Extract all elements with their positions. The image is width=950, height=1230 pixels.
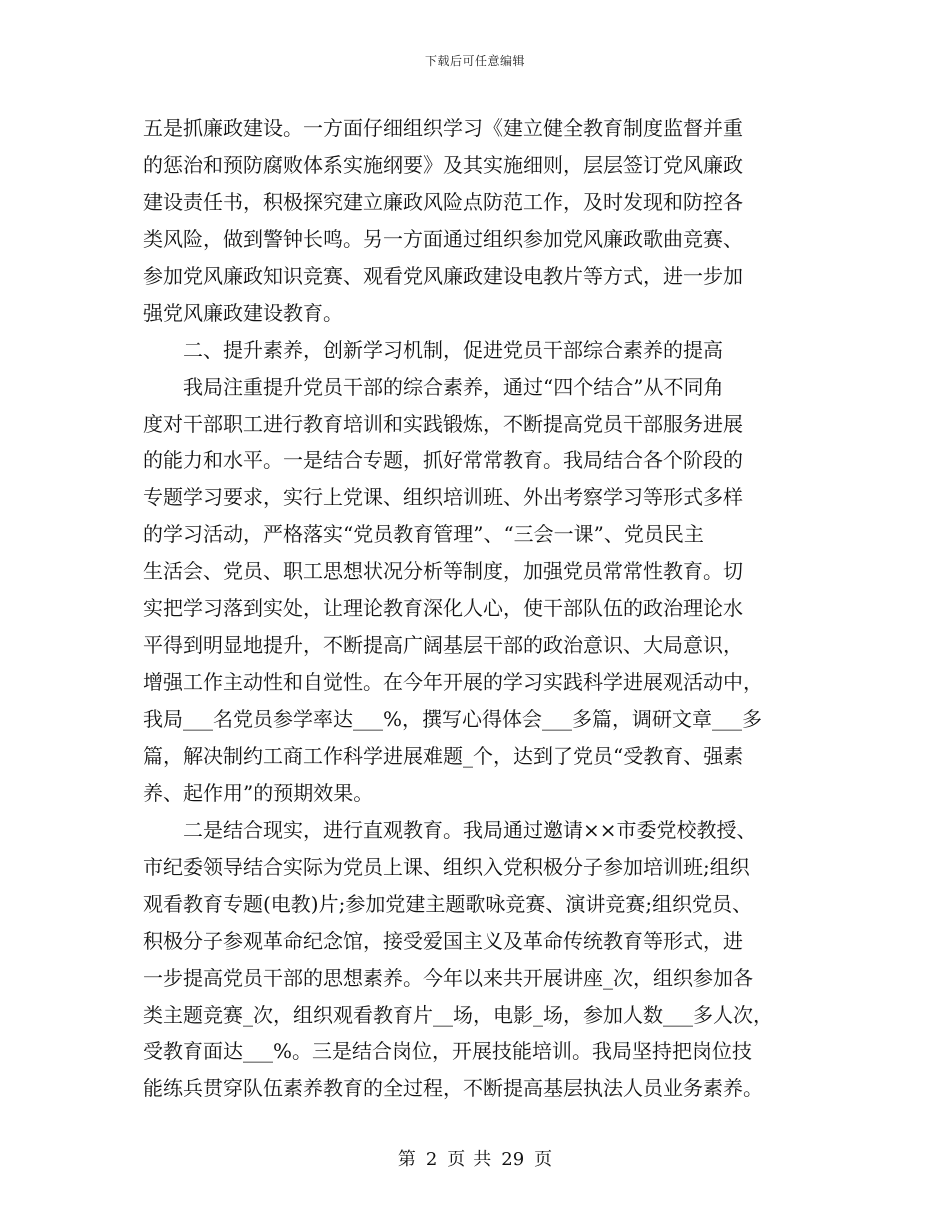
text-line: 度对干部职工进行教育培训和实践锻炼，不断提高党员干部服务进展: [143, 411, 743, 436]
text-line: 强党风廉政建设教育。: [143, 300, 343, 325]
text-line: 二是结合现实，进行直观教育。我局通过邀请××市委党校教授、: [143, 817, 757, 842]
footer-page-word: 页: [447, 1149, 466, 1170]
text-line: 的惩治和预防腐败体系实施纲要》及其实施细则，层层签订党风廉政: [143, 152, 743, 177]
text-line: 观看教育专题(电教)片;参加党建主题歌咏竞赛、演讲竞赛;组织党员、: [143, 891, 753, 916]
text-line: 实把学习落到实处，让理论教育深化人心，使干部队伍的政治理论水: [143, 596, 743, 621]
text-line: 一步提高党员干部的思想素养。今年以来共开展讲座_次，组织参加各: [143, 965, 753, 990]
footer-suffix: 页: [534, 1149, 553, 1170]
text-line: 五是抓廉政建设。一方面仔细组织学习《建立健全教育制度监督并重: [143, 116, 743, 140]
text-line: 篇，解决制约工商工作科学进展难题_个，达到了党员“受教育、强素: [143, 743, 744, 768]
text-line: 参加党风廉政知识竞赛、观看党风廉政建设电教片等方式，进一步加: [143, 263, 743, 288]
text-line: 专题学习要求，实行上党课、组织培训班、外出考察学习等形式多样: [143, 485, 743, 510]
text-line: 我局注重提升党员干部的综合素养，通过“四个结合”从不同角: [143, 374, 724, 399]
document-body: [143, 110, 803, 1107]
text-line: 受教育面达___%。三是结合岗位，开展技能培训。我局坚持把岗位技: [143, 1039, 753, 1064]
text-line: 建设责任书，积极探究建立廉政风险点防范工作，及时发现和防控各: [143, 189, 743, 214]
text-line: 平得到明显地提升，不断提高广阔基层干部的政治意识、大局意识，: [143, 633, 743, 658]
text-line: 类主题竞赛_次，组织观看教育片__场，电影_场，参加人数___多人次，: [143, 1002, 773, 1027]
text-line: 我局___名党员参学率达___%，撰写心得体会___多篇，调研文章___多: [143, 707, 763, 731]
text-line: 养、起作用”的预期效果。: [143, 780, 374, 805]
text-line: 增强工作主动性和自觉性。在今年开展的学习实践科学进展观活动中，: [143, 670, 763, 695]
text-line: 能练兵贯穿队伍素养教育的全过程，不断提高基层执法人员业务素养。: [143, 1076, 763, 1101]
page-header: 下载后可任意编辑: [424, 54, 525, 68]
footer-current-page: 2: [425, 1149, 438, 1170]
page-footer: [0, 1145, 950, 1171]
text-line: 类风险，做到警钟长鸣。另一方面通过组织参加党风廉政歌曲竞赛、: [143, 226, 743, 251]
text-line: 积极分子参观革命纪念馆，接受爱国主义及革命传统教育等形式，进: [143, 928, 743, 953]
text-line: 市纪委领导结合实际为党员上课、组织入党积极分子参加培训班;组织: [143, 854, 750, 879]
text-line: 生活会、党员、职工思想状况分析等制度，加强党员常常性教育。切: [143, 559, 743, 584]
text-line: 的能力和水平。一是结合专题，抓好常常教育。我局结合各个阶段的: [143, 448, 743, 473]
text-line: 的学习活动，严格落实“党员教育管理”、“三会一课”、党员民主: [143, 522, 704, 547]
footer-total-pages: 29: [501, 1149, 525, 1170]
text-line: 二、提升素养，创新学习机制，促进党员干部综合素养的提高: [143, 337, 723, 362]
footer-total-word: 共: [473, 1149, 492, 1170]
footer-prefix: 第: [397, 1149, 416, 1170]
